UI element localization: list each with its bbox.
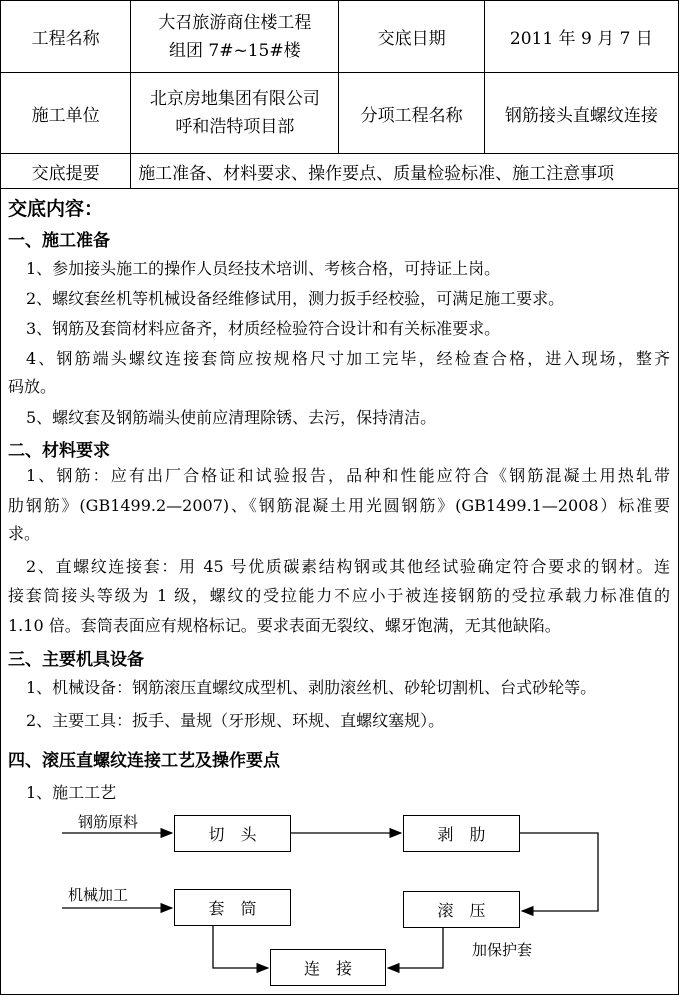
s3-item-2: 2、主要工具：扳手、量规（牙形规、环规、直螺纹塞规）。: [26, 711, 445, 730]
s1-item-3: 3、钢筋及套筒材料应备齐，材质经检验符合设计和有关标准要求。: [26, 319, 501, 338]
process-flow-diagram: [0, 795, 680, 995]
s1-item-2: 2、螺纹套丝机等机械设备经维修试用，测力扳手经校验，可满足施工要求。: [26, 289, 565, 308]
s1-item-4-cont: 码放。: [8, 377, 57, 396]
project-name-value: [131, 1, 339, 73]
flow-box-sleeve: 套 筒: [174, 889, 291, 926]
unit-line1: 北京房地集团有限公司: [149, 89, 320, 109]
flow-input-machining: 机械加工: [68, 886, 129, 904]
s2-item-2-cont: 接套筒接头等级为 1 级，螺纹的受拉能力不应小于被连接钢筋的受拉承载力标准值的: [8, 586, 670, 605]
project-name-line2: 组团 7#~15#楼: [169, 40, 301, 61]
flow-box-connect: 连 接: [270, 949, 386, 986]
s1-item-1: 1、参加接头施工的操作人员经技术培训、考核合格，可持证上岗。: [26, 259, 501, 278]
date-label: 交底日期: [339, 1, 484, 73]
s2-item-2-end: 1.10 倍。套筒表面应有规格标记。要求表面无裂纹、螺牙饱满，无其他缺陷。: [8, 616, 561, 635]
s2-item-1: 1、钢筋：应有出厂合格证和试验报告，品种和性能应符合《钢筋混凝土用热轧带: [26, 466, 670, 485]
flow-box-roll: 滚 压: [403, 891, 520, 928]
section-1-heading: 一、施工准备: [8, 231, 110, 251]
s4-sub: 1、施工工艺: [26, 783, 117, 802]
date-value: 2011 年 9 月 7 日: [484, 1, 678, 73]
subproject-label: 分项工程名称: [339, 73, 484, 154]
project-name-label: 工程名称: [1, 1, 131, 73]
summary-label: 交底提要: [1, 154, 131, 189]
unit-label: 施工单位: [1, 73, 131, 154]
subproject-value: 钢筋接头直螺纹连接: [484, 73, 678, 154]
content-title: 交底内容：: [8, 198, 104, 220]
s2-item-1-end: 求。: [8, 524, 41, 543]
s1-item-5: 5、螺纹套及钢筋端头使前应清理除锈、去污，保持清洁。: [26, 408, 437, 427]
summary-value: 施工准备、材料要求、操作要点、质量检验标准、施工注意事项: [131, 154, 679, 189]
s3-item-1: 1、机械设备：钢筋滚压直螺纹成型机、剥肋滚丝机、砂轮切割机、台式砂轮等。: [26, 678, 597, 697]
header-table: [0, 0, 679, 189]
s2-item-1-cont: 肋钢筋》(GB1499.2—2007)、《钢筋混凝土用光圆钢筋》(GB1499.1—2008）标准要: [8, 496, 670, 515]
s1-item-4: 4、钢筋端头螺纹连接套筒应按规格尺寸加工完毕，经检查合格，进入现场，整齐: [26, 349, 670, 368]
unit-line2: 呼和浩特项目部: [175, 117, 295, 137]
section-2-heading: 二、材料要求: [8, 441, 110, 461]
flow-box-cut: 切 头: [174, 815, 291, 852]
flow-box-strip: 剥 肋: [403, 815, 520, 852]
project-name-line1: 大召旅游商住楼工程: [158, 12, 312, 33]
section-3-heading: 三、主要机具设备: [8, 650, 144, 670]
s2-item-2: 2、直螺纹连接套：用 45 号优质碳素结构钢或其他经试验确定符合要求的钢材。连: [26, 557, 670, 576]
section-4-heading: 四、滚压直螺纹连接工艺及操作要点: [8, 751, 280, 771]
flow-input-rebar: 钢筋原料: [78, 813, 139, 831]
flow-note-protect: 加保护套: [472, 941, 533, 959]
unit-value: [131, 73, 339, 154]
